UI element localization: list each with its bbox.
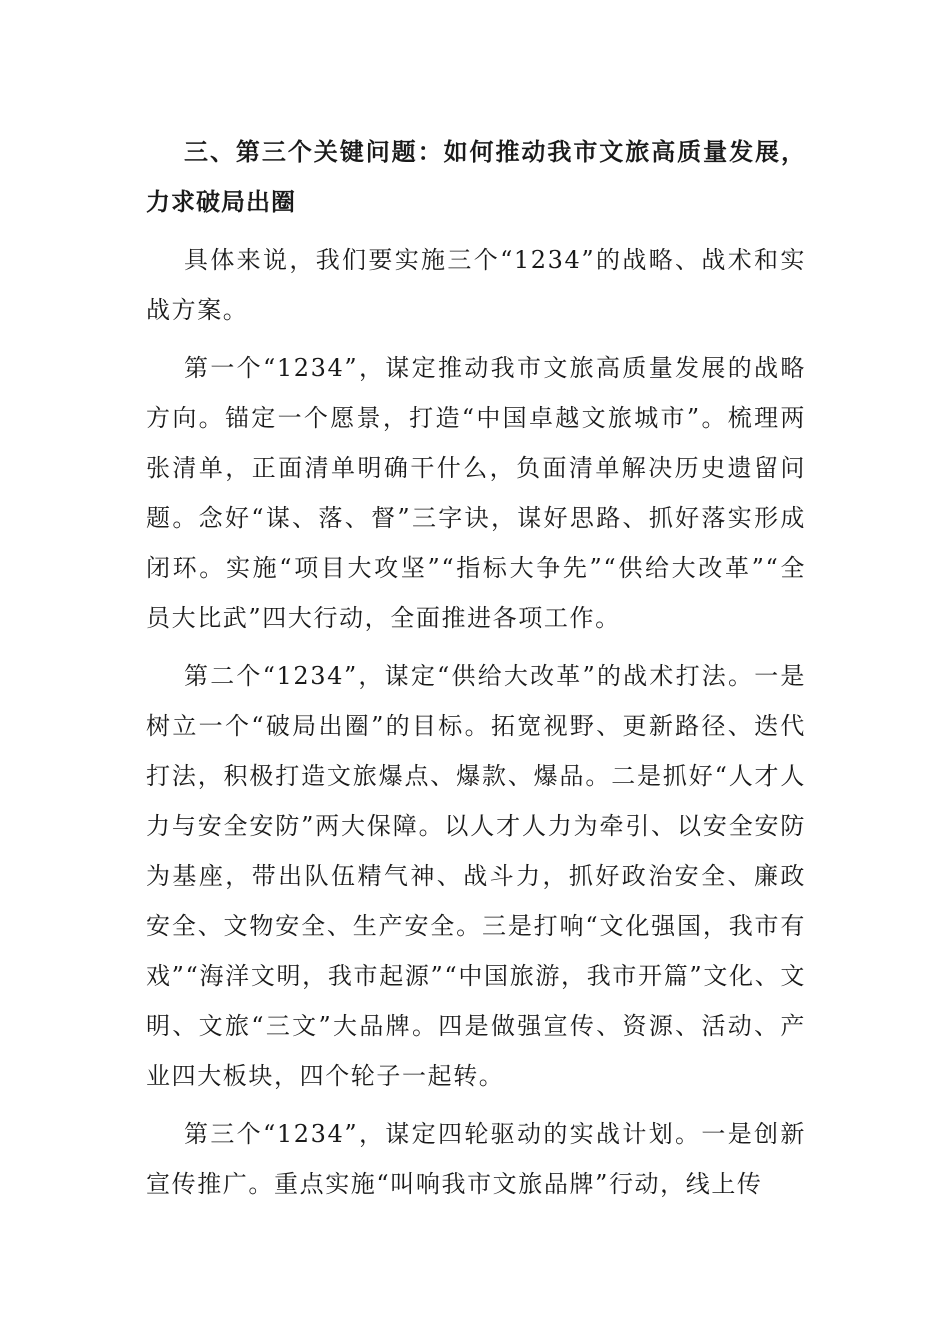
- paragraph-second-1234: 第二个“1234”，谋定“供给大改革”的战术打法。一是树立一个“破局出圈”的目标。拓宽视野、更新路径、迭代打法，积极打造文旅爆点、爆款、爆品。二是抓好“人才人力与安全安防”两大保障。以人才人力为牵引、以安全安防为基座，带出队伍精气神、战斗力，抓好政治安全、廉政安全、文物安全、生产安全。三是打响“文化强国，我市有戏”“海洋文明，我市起源”“中国旅游，我市开篇”文化、文明、文旅“三文”大品牌。四是做强宣传、资源、活动、产业四大板块，四个轮子一起转。: [146, 662, 806, 1090]
- paragraph-first-1234: 第一个“1234”，谋定推动我市文旅高质量发展的战略方向。锚定一个愿景，打造“中国卓越文旅城市”。梳理两张清单，正面清单明确干什么，负面清单解决历史遗留问题。念好“谋、落、督”三字诀，谋好思路、抓好落实形成闭环。实施“项目大攻坚”“指标大争先”“供给大改革”“全员大比武”四大行动，全面推进各项工作。: [146, 354, 806, 632]
- document-body: [146, 127, 806, 1217]
- paragraph-intro: 具体来说，我们要实施三个“1234”的战略、战术和实战方案。: [146, 246, 806, 324]
- paragraph-third-1234: 第三个“1234”，谋定四轮驱动的实战计划。一是创新宣传推广。重点实施“叫响我市文旅品牌”行动，线上传: [146, 1120, 806, 1198]
- section-heading: 三、第三个关键问题：如何推动我市文旅高质量发展，力求破局出圈: [146, 137, 806, 216]
